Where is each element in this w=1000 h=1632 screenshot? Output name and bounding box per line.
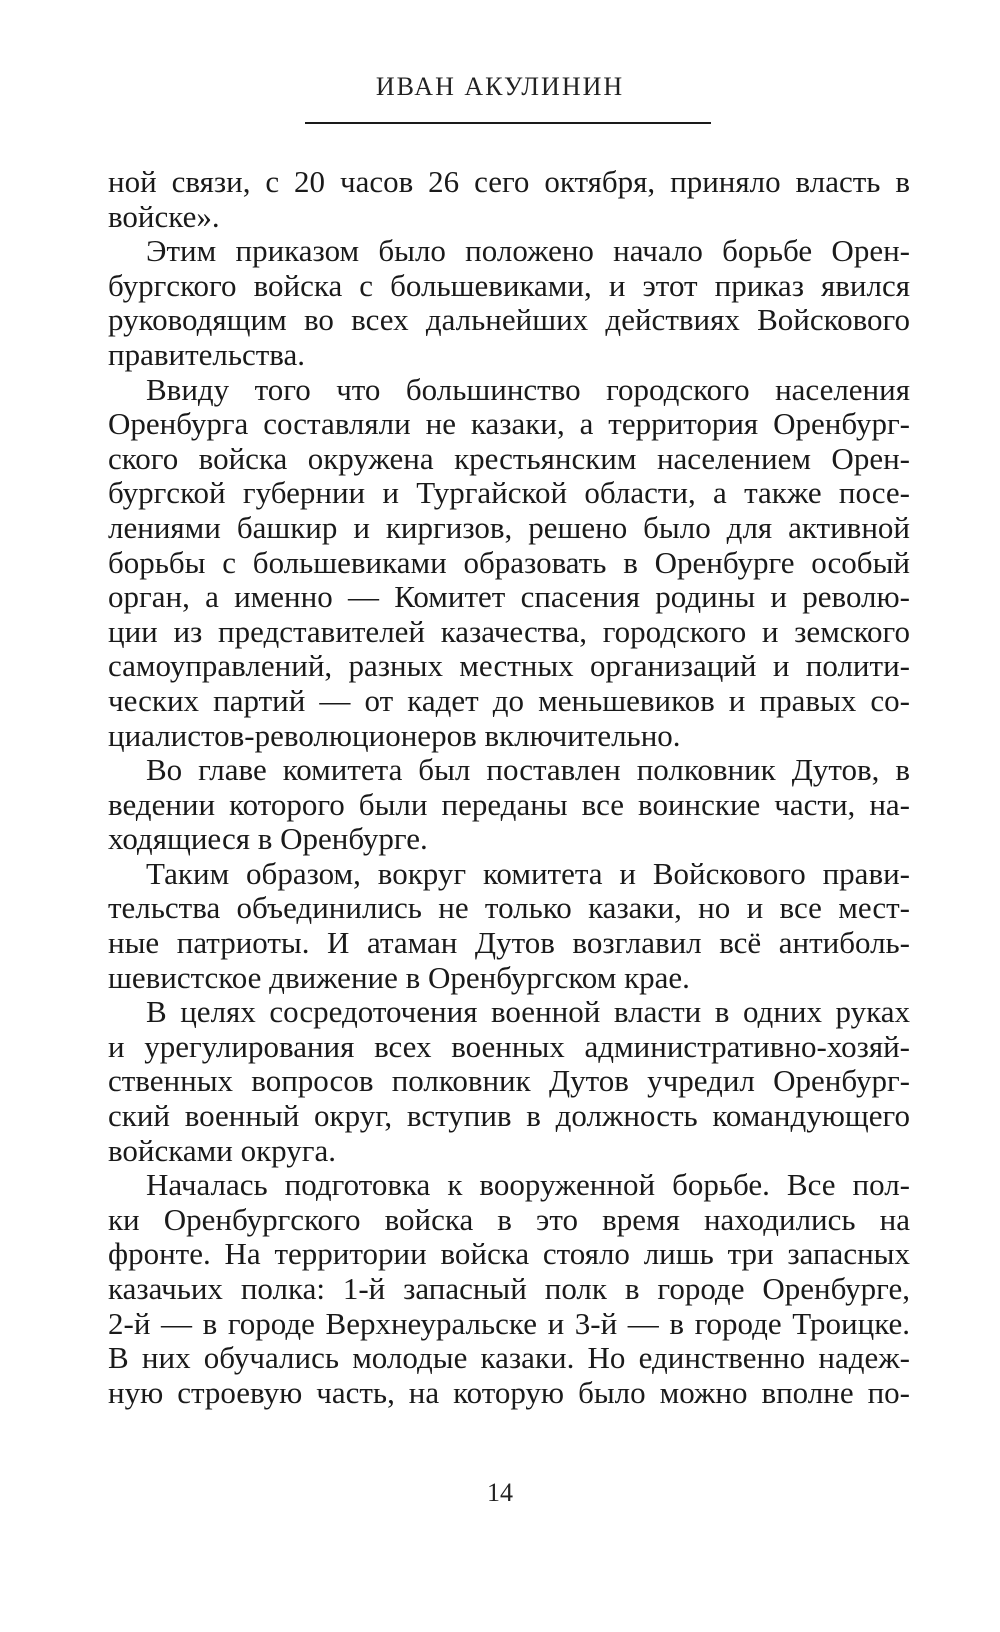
text-line: ки Оренбургского войска в это время находились на	[108, 1201, 910, 1237]
text-line: ческих партий — от кадет до меньшевиков и правых со-	[108, 682, 910, 718]
text-line: Ввиду того что большинство городского населения	[146, 371, 910, 407]
text-line: Таким образом, вокруг комитета и Войскового прави-	[146, 855, 910, 891]
text-line: бургской губернии и Тургайской области, а также посе-	[108, 475, 910, 511]
text-line: Во главе комитета был поставлен полковник Дутов, в	[146, 752, 910, 788]
text-line: Началась подготовка к вооруженной борьбе. Все пол-	[146, 1167, 910, 1203]
text-line: борьбы с большевиками образовать в Оренбурге особый	[108, 544, 910, 580]
text-line: 2-й — в городе Верхнеуральске и 3-й — в городе Троицке.	[108, 1305, 910, 1341]
text-line: тельства объединились не только казаки, но и все мест-	[108, 890, 910, 926]
text-line: бургского войска с большевиками, и этот приказ явился	[108, 267, 910, 303]
text-line: ные патриоты. И атаман Дутов возглавил всё антиболь-	[108, 925, 910, 961]
text-line: орган, а именно — Комитет спасения родины и револю-	[108, 579, 910, 615]
text-line: лениями башкир и киргизов, решено было для активной	[108, 509, 910, 545]
text-line: самоуправлений, разных местных организаций и полити-	[108, 648, 910, 684]
text-line: Оренбурга составляли не казаки, а территория Оренбург-	[108, 406, 910, 442]
text-line: руководящим во всех дальнейших действиях Войскового	[108, 302, 910, 338]
text-line: ского войска окружена крестьянским населением Орен-	[108, 440, 910, 476]
text-line: шевистское движение в Оренбургском крае.	[108, 959, 690, 995]
running-head: ИВАН АКУЛИНИН	[375, 72, 625, 101]
page-number: 14	[487, 1478, 513, 1507]
text-line: казачьих полка: 1-й запасный полк в городе Оренбурге,	[108, 1271, 910, 1306]
text-line: В них обучались молодые казаки. Но единственно надеж-	[108, 1340, 910, 1376]
text-line: ную строевую часть, на которую было можно вполне по-	[108, 1374, 910, 1410]
header-rule	[305, 122, 711, 124]
text-line: ной связи, с 20 часов 26 сего октября, приняло власть в	[108, 164, 910, 199]
text-line: и урегулирования всех военных административно-хозяй-	[108, 1028, 910, 1064]
text-line: войсками округа.	[108, 1132, 336, 1168]
text-line: правительства.	[108, 336, 306, 372]
text-line: Этим приказом было положено начало борьбе Орен-	[146, 233, 910, 269]
body-text	[108, 165, 910, 1410]
text-line: ственных вопросов полковник Дутов учредил Оренбург-	[108, 1063, 910, 1099]
text-line: фронте. На территории войска стояло лишь три запасных	[108, 1236, 910, 1272]
text-line: ходящиеся в Оренбурге.	[108, 821, 428, 857]
text-line: ский военный округ, вступив в должность командующего	[108, 1098, 910, 1134]
text-line: войске».	[108, 198, 220, 234]
text-line: В целях сосредоточения военной власти в одних руках	[146, 994, 910, 1030]
text-line: ведении которого были переданы все воинские части, на-	[108, 786, 910, 822]
text-line: ции из представителей казачества, городского и земского	[108, 613, 910, 649]
text-line: циалистов-революционеров включительно.	[108, 717, 681, 753]
